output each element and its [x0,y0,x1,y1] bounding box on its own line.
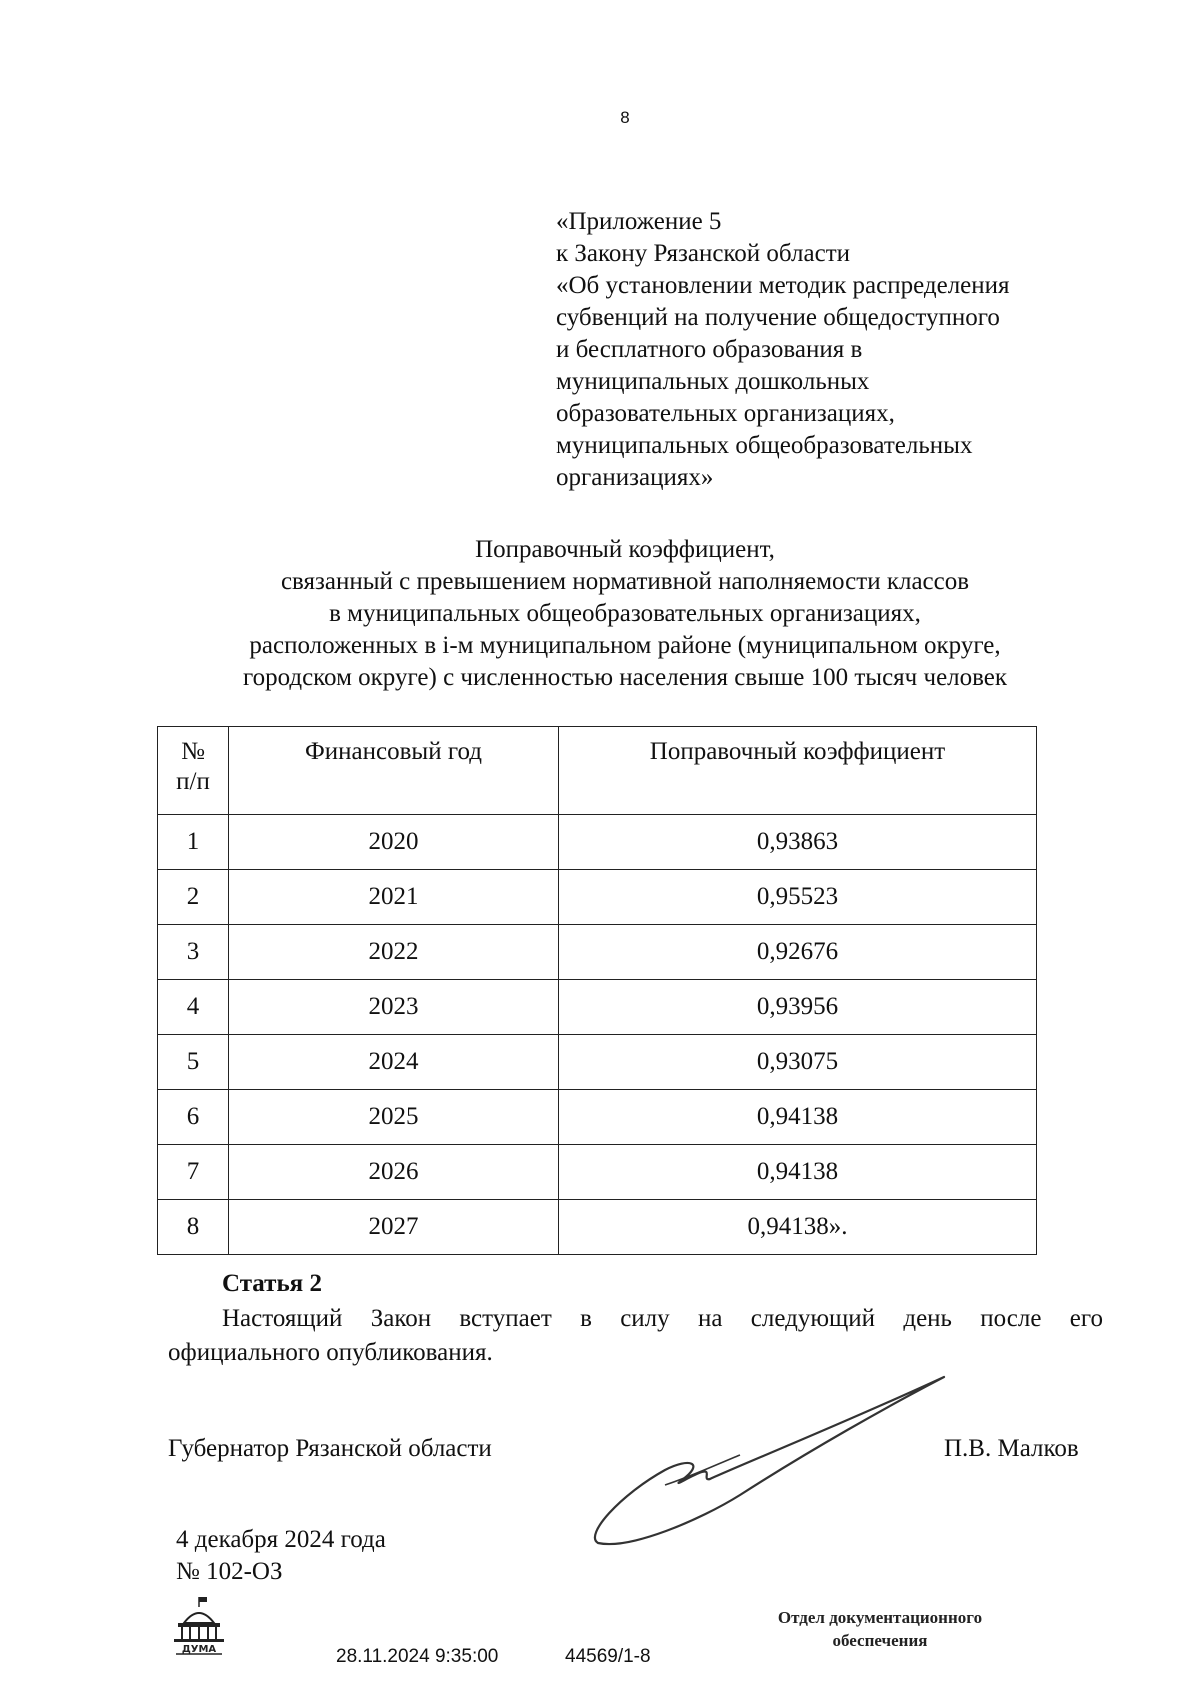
annex-reference [556,206,1116,494]
annex-line: субвенций на получение общедоступного [556,304,1000,331]
heading-line: в муниципальных общеобразовательных организациях, [329,600,921,627]
annex-line: к Закону Рязанской области [556,240,850,267]
table-header-row [158,727,1037,815]
page-number: 8 [620,108,630,127]
cell-number: 4 [158,980,229,1035]
cell-number: 5 [158,1035,229,1090]
header-number-abbr: п/п [176,768,210,795]
handwritten-signature-icon [590,1375,950,1550]
cell-number: 3 [158,925,229,980]
department-stamp [740,1606,1020,1652]
cell-year: 2020 [229,815,559,870]
cell-number: 7 [158,1145,229,1200]
cell-coefficient: 0,95523 [559,870,1037,925]
annex-line: муниципальных общеобразовательных [556,432,973,459]
cell-year: 2023 [229,980,559,1035]
cell-coefficient: 0,94138». [559,1200,1037,1255]
signatory-title: Губернатор Рязанской области [168,1435,492,1462]
annex-line: «Об установлении методик распределения [556,272,1010,299]
law-number: № 102-ОЗ [176,1558,283,1585]
department-line: Отдел документационного [777,1608,983,1627]
annex-line: образовательных организациях, [556,400,895,427]
coefficient-table [157,726,1037,1255]
signing-date: 4 декабря 2024 года [176,1526,386,1553]
cell-coefficient: 0,93863 [559,815,1037,870]
signatory-name: П.В. Малков [944,1435,1079,1462]
header-number [158,727,229,815]
duma-building-icon [170,1595,228,1655]
cell-year: 2024 [229,1035,559,1090]
table-row [158,815,1037,870]
footer-timestamp: 28.11.2024 9:35:00 [336,1646,499,1667]
heading-line: связанный с превышением нормативной наполняемости классов [280,568,970,595]
article-body [168,1302,1103,1370]
cell-coefficient: 0,94138 [559,1090,1037,1145]
table-row [158,980,1037,1035]
cell-coefficient: 0,93956 [559,980,1037,1035]
cell-year: 2022 [229,925,559,980]
heading-line: городском округе) с численностью населения свыше 100 тысяч человек [242,664,1008,691]
cell-coefficient: 0,94138 [559,1145,1037,1200]
cell-number: 1 [158,815,229,870]
annex-line: и бесплатного образования в [556,336,863,363]
cell-number: 6 [158,1090,229,1145]
annex-line: «Приложение 5 [556,208,722,235]
cell-coefficient: 0,93075 [559,1035,1037,1090]
table-heading [150,534,1100,694]
article-title: Статья 2 [222,1270,322,1297]
table-row [158,1035,1037,1090]
table-row [158,870,1037,925]
heading-line: Поправочный коэффициент, [475,536,775,563]
article-body-line: официального опубликования. [168,1339,493,1366]
cell-number: 8 [158,1200,229,1255]
cell-year: 2027 [229,1200,559,1255]
header-year: Финансовый год [229,727,559,815]
cell-coefficient: 0,92676 [559,925,1037,980]
annex-line: организациях» [556,464,714,491]
header-coefficient: Поправочный коэффициент [559,727,1037,815]
footer-registration: 44569/1-8 [565,1646,651,1667]
cell-year: 2021 [229,870,559,925]
table-row [158,1145,1037,1200]
department-line: обеспечения [832,1631,928,1650]
heading-line: расположенных в i-м муниципальном районе (муниципальном округе, [249,632,1001,659]
cell-year: 2026 [229,1145,559,1200]
table-row [158,1090,1037,1145]
cell-year: 2025 [229,1090,559,1145]
table-row [158,1200,1037,1255]
header-number-symbol: № [181,738,205,765]
cell-number: 2 [158,870,229,925]
annex-line: муниципальных дошкольных [556,368,870,395]
logo-text: ДУМА [181,1644,217,1655]
article-body-line: Настоящий Закон вступает в силу на следующий день после его [222,1305,1103,1332]
table-row [158,925,1037,980]
